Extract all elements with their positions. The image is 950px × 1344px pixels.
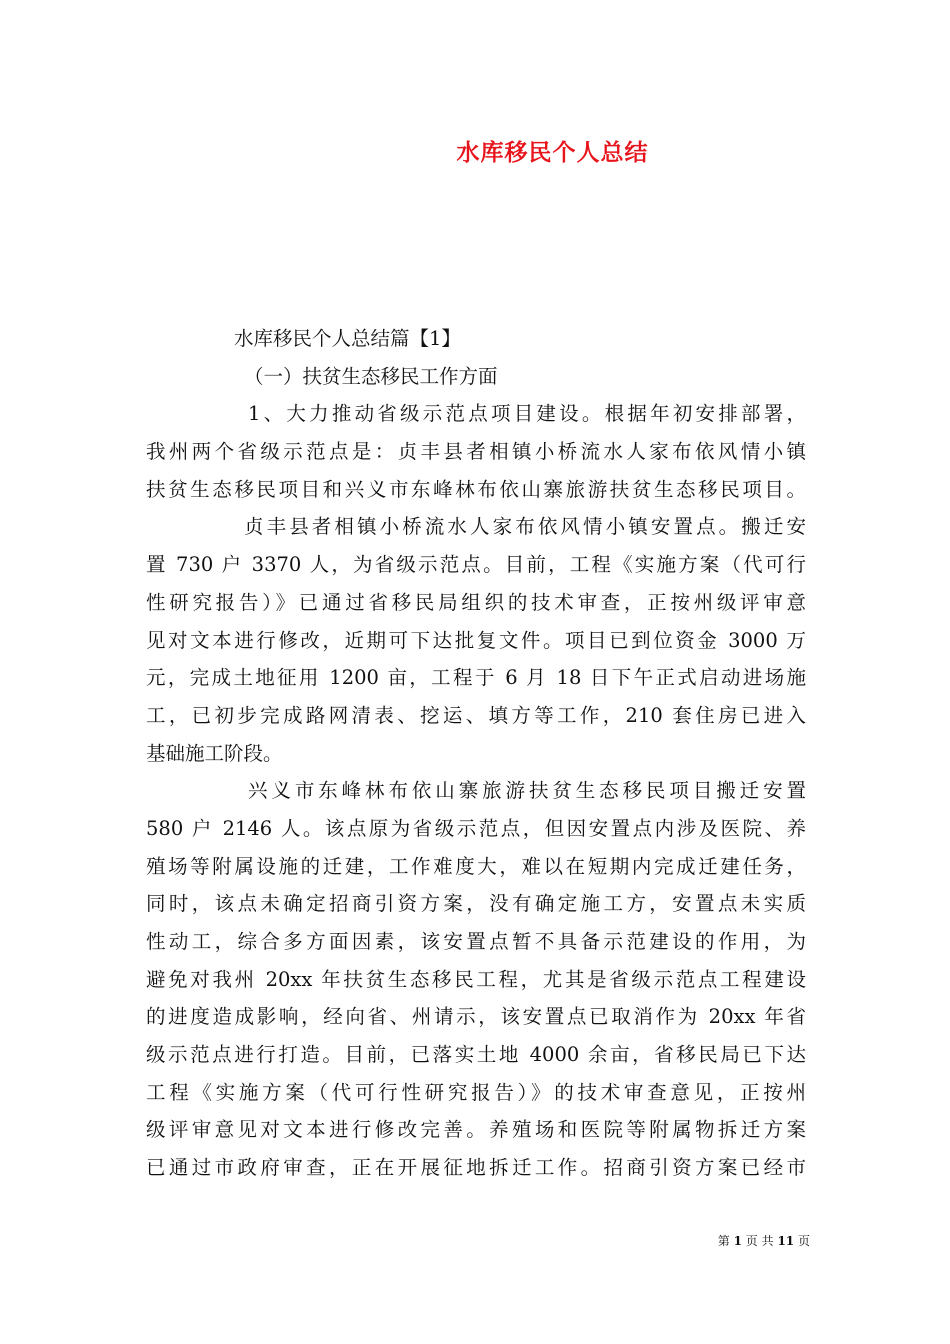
footer-suffix: 页 — [797, 1234, 810, 1248]
paragraph-line: 基础施工阶段。 — [146, 741, 283, 765]
footer-prefix: 第 — [717, 1234, 730, 1248]
paragraph-line: 级评审意见对文本进行修改完善。养殖场和医院等附属物拆迁方案 — [146, 1118, 806, 1142]
paragraph-line: 避免对我州 20xx 年扶贫生态移民工程，尤其是省级示范点工程建设 — [146, 967, 806, 991]
section-heading: 水库移民个人总结篇【1】 — [234, 327, 461, 350]
paragraph-line: 扶贫生态移民项目和兴义市东峰林布依山寨旅游扶贫生态移民项目。 — [146, 477, 806, 501]
paragraph-line: 见对文本进行修改，近期可下达批复文件。项目已到位资金 3000 万 — [146, 628, 806, 652]
paragraph-line: 性研究报告）》已通过省移民局组织的技术审查，正按州级评审意 — [146, 590, 806, 614]
paragraph-line: 性动工，综合多方面因素，该安置点暂不具备示范建设的作用，为 — [146, 930, 806, 953]
paragraph-line: 同时，该点未确定招商引资方案，没有确定施工方，安置点未实质 — [146, 892, 806, 916]
subheading: （一）扶贫生态移民工作方面 — [244, 364, 498, 388]
paragraph-line: 殖场等附属设施的迁建，工作难度大，难以在短期内完成迁建任务， — [146, 854, 806, 878]
paragraph-line: 元，完成土地征用 1200 亩，工程于 6 月 18 日下午正式启动进场施 — [146, 666, 806, 690]
paragraph-line: 兴义市东峰林布依山寨旅游扶贫生态移民项目搬迁安置 — [248, 779, 806, 803]
page-footer — [718, 1232, 810, 1249]
paragraph-line: 级示范点进行打造。目前，已落实土地 4000 余亩，省移民局已下达 — [146, 1043, 806, 1067]
paragraph-line: 的进度造成影响，经向省、州请示，该安置点已取消作为 20xx 年省 — [146, 1005, 806, 1029]
paragraph-line: 置 730 户 3370 人，为省级示范点。目前，工程《实施方案（代可行 — [146, 553, 806, 577]
footer-total-pages: 11 — [777, 1234, 795, 1248]
body-text — [146, 320, 806, 1187]
footer-page-number: 1 — [733, 1234, 742, 1248]
paragraph-line: 工，已初步完成路网清表、挖运、填方等工作，210 套住房已进入 — [146, 703, 806, 727]
paragraph-line: 工程《实施方案（代可行性研究报告）》的技术审查意见，正按州 — [146, 1080, 806, 1104]
footer-middle: 页 共 — [745, 1234, 774, 1248]
paragraph-line: 580 户 2146 人。该点原为省级示范点，但因安置点内涉及医院、养 — [146, 816, 806, 840]
document-title: 水库移民个人总结 — [456, 139, 649, 166]
paragraph-line: 贞丰县者相镇小桥流水人家布依风情小镇安置点。搬迁安 — [244, 515, 806, 539]
paragraph-line: 我州两个省级示范点是：贞丰县者相镇小桥流水人家布依风情小镇 — [146, 440, 806, 464]
paragraph-line: 1、大力推动省级示范点项目建设。根据年初安排部署， — [248, 402, 806, 426]
paragraph-line: 已通过市政府审查，正在开展征地拆迁工作。招商引资方案已经市 — [146, 1156, 806, 1180]
